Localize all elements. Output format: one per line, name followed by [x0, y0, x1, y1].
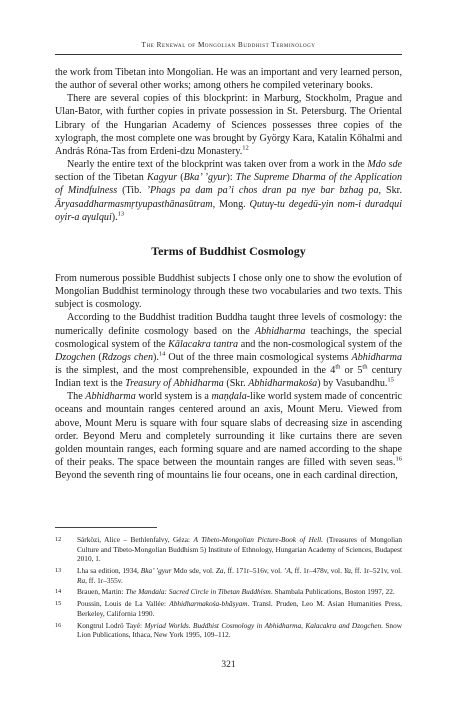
- running-head: The Renewal of Mongolian Buddhist Terminology: [141, 41, 316, 49]
- footnote: 16 Kongtrul Lodrö Tayé: Myriad Worlds. Buddhist Cosmology in Abhidharma, Kalacakra and Dzogchen. Snow Lion Publications, Ithaca, New York 1995, 109–112.: [55, 620, 402, 640]
- footnote-ref[interactable]: 13: [117, 210, 125, 218]
- footnote-number: 13: [55, 566, 62, 574]
- section-heading: Terms of Buddhist Cosmology: [151, 243, 306, 258]
- footnote-rule: [55, 527, 157, 528]
- footnote-ref[interactable]: 14: [158, 350, 166, 358]
- paragraph: There are several copies of this blockprint: in Marburg, Stockholm, Prague and Ulan-Bator, with further copies in private possession in St. Petersburg. The Oriental Library of the Hungarian Academy of Sciences possesses three copies of the xylograph, the most complete one was brought by György Kara, Katalin Kőhalmi and András Róna-Tas from Erdeni-dzu Monastery.$^{12}$: [55, 93, 402, 157]
- footnote: 12 Sárközi, Alice – Bethlenfalvy, Géza: A Tibeto-Mongolian Picture-Book of Hell. (Treasures of Mongolian Culture and Tibeto-Mongolian Buddhism 5) Institute of Ethnology, Hungarian Academy of Sciences, Budapest 2010, 1.: [55, 535, 403, 564]
- paragraph: the work from Tibetan into Mongolian. He was an important and very learned person, the author of several other works; among others he compiled veterinary books.: [55, 67, 402, 92]
- footnote-ref[interactable]: 12: [242, 144, 249, 152]
- footnote-number: 12: [55, 536, 62, 543]
- paragraph: According to the Buddhist tradition Buddha taught three levels of cosmology: the numerically definite cosmology based on the Abhidharma teachings, the special cosmological system of the Kālacakra tantra and the non-cosmological system of the Dzogchen (Rdzogs chen).$^{14}$ Out of the three main cosmological systems Abhidharma is the simplest, and the most comprehensible, expounded in the 4th or 5th century Indian text is the Treasury of Abhidharma (Skr. Abhidharmakośa) by Vasubandhu.$^{15}$: [55, 312, 402, 390]
- paragraph: From numerous possible Buddhist subjects I chose only one to show the evolution of Mongolian Buddhist terminology through these two vocabularies and two texts. This subject is cosmology.: [55, 272, 402, 311]
- footnote-ref[interactable]: 15: [387, 376, 394, 384]
- paragraph: The Abhidharma world system is a maṇḍala-like world system made of concentric oceans and mountain ranges centered around an axis, Mount Meru. Viewed from above, Mount Meru is square with four square slabs of decreasing size in ascending order. Beyond Meru and completely surrounding it like curtains there are seven golden mountain ranges, each forming square and are named according to the shape of their peaks. The space between the mountain ranges are filled with seven seas.$^{16}$ Beyond the seventh ring of mountains lie four oceans, one in each cardinal direction,: [55, 391, 403, 482]
- footnote: 15 Poussin, Louis de La Vallée: Abhidharmakośa-bhāṣyam. Transl. Pruden, Leo M. Asian Humanities Press, Berkeley, California 1990.: [55, 599, 402, 618]
- header-rule: [55, 54, 402, 55]
- footnote: 13 Lha sa edition, 1934, Bka’ ’gyur Mdo sde, vol. Za, ff. 171r–516v, vol. ’A, ff. 1r–478v, vol. Ya, ff. 1r–521v, vol. Ra, ff. 1r–355v.: [55, 565, 402, 585]
- footnotes: [55, 535, 402, 642]
- footnote: 14 Brauen, Martin: The Mandala: Sacred Circle in Tibetan Buddhism. Shambala Publications, Boston 1997, 22.: [55, 587, 395, 597]
- footnote-number: 14: [55, 588, 62, 596]
- footnote-number: 15: [55, 600, 62, 608]
- footnote-ref[interactable]: 16: [395, 455, 402, 463]
- paragraph: Nearly the entire text of the blockprint was taken over from a work in the Mdo sde section of the Tibetan Kagyur (Bka’ ’gyur): The Supreme Dharma of the Application of Mindfulness (Tib. ’Phags pa dam pa’i chos dran pa nye bar bzhag pa, Skr. Āryasaddharmasmṛtyupasthānasūtram, Mong. Qutuγ-tu degedü-yin nom-i duradqui oyir-a aγulqui).$^{13}$: [55, 159, 402, 223]
- footnote-number: 16: [55, 621, 62, 629]
- body-text: [55, 66, 402, 482]
- page-number: 321: [221, 660, 236, 670]
